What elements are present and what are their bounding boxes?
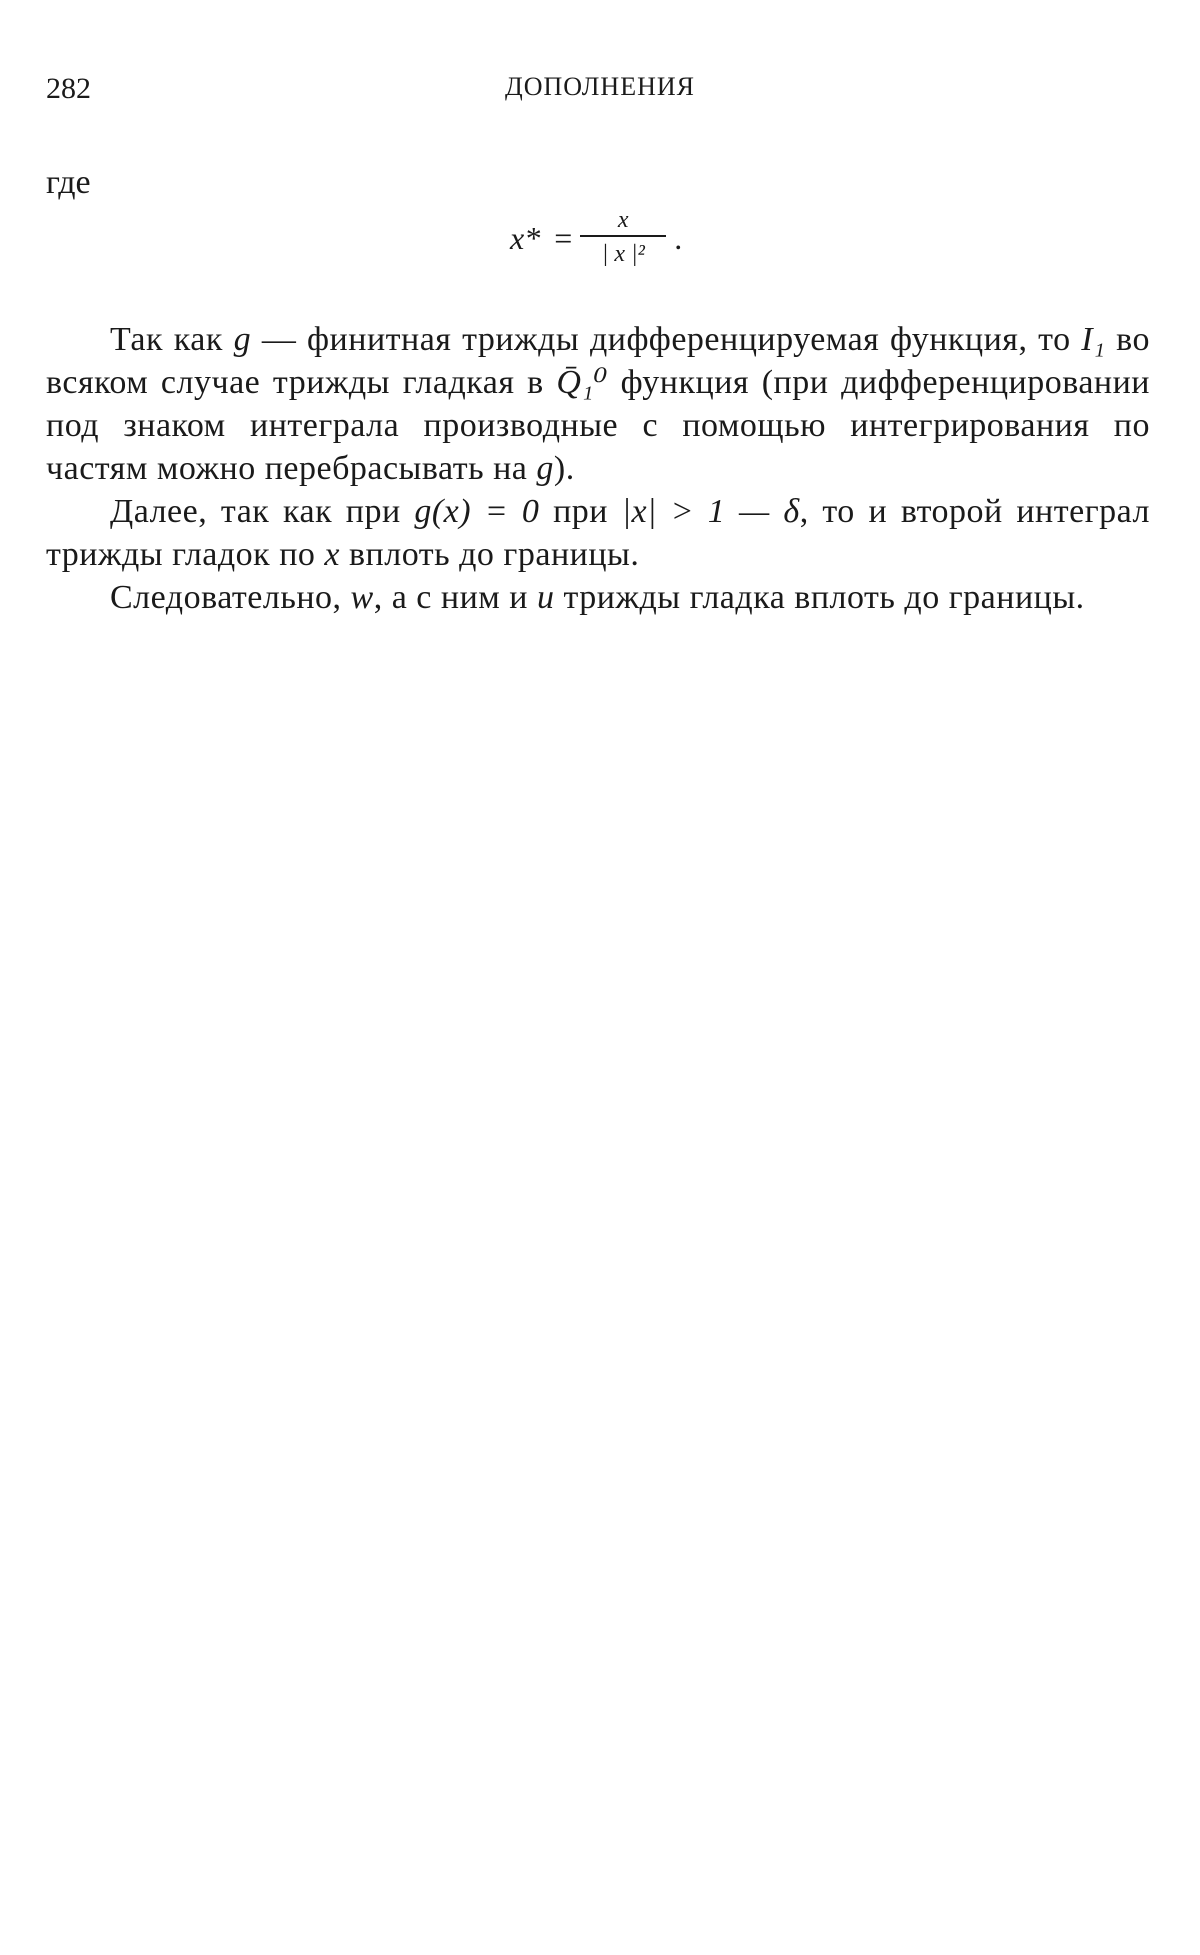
formula-fraction (580, 205, 666, 271)
paragraph-smoothness (46, 318, 1150, 490)
formula-end: . (674, 219, 683, 256)
text-segment: , а с ним и (373, 579, 538, 616)
body-text (46, 318, 1150, 619)
text-segment: , то и второй интеграл трижды гладок по (46, 493, 1151, 573)
text-segment: Так как (110, 321, 234, 358)
page-number: 282 (46, 72, 91, 105)
math-var: Q̄₁⁰ (556, 364, 608, 401)
formula-lhs: x* (510, 219, 541, 256)
text-segment: при (539, 493, 622, 530)
text-segment: трижды гладка вплоть до границы. (554, 579, 1085, 616)
math-var: I₁ (1081, 321, 1106, 358)
math-var: w (350, 579, 374, 616)
inversion-formula (510, 205, 682, 271)
paragraph-conclusion (46, 576, 1150, 619)
math-var: g (233, 321, 252, 358)
text-segment: функция (при дифференцировании под знаком интеграла производные с помощью интегрирования по частям можно перебрасывать на (46, 364, 1150, 487)
text-segment: Следовательно, (110, 579, 351, 616)
formula-equals: = (554, 219, 573, 256)
math-var: u (537, 579, 555, 616)
paragraph-second-integral (46, 490, 1150, 576)
where-label: где (46, 164, 91, 201)
text-segment: Далее, так как при (110, 493, 415, 530)
text-segment: во всяком случае трижды гладкая в (46, 321, 1150, 401)
text-segment: — финитная трижды дифференцируемая функция, то (251, 321, 1082, 358)
formula-numerator: x (617, 207, 629, 233)
math-var: g (536, 450, 554, 487)
running-head: ДОПОЛНЕНИЯ (505, 72, 695, 101)
math-var: g(x) = 0 (414, 493, 540, 530)
text-segment: ). (553, 450, 575, 487)
math-var: x (324, 536, 340, 573)
formula-denominator: | x |² (601, 241, 645, 267)
text-segment: вплоть до границы. (340, 536, 640, 573)
math-var: |x| > 1 — δ (621, 493, 800, 530)
